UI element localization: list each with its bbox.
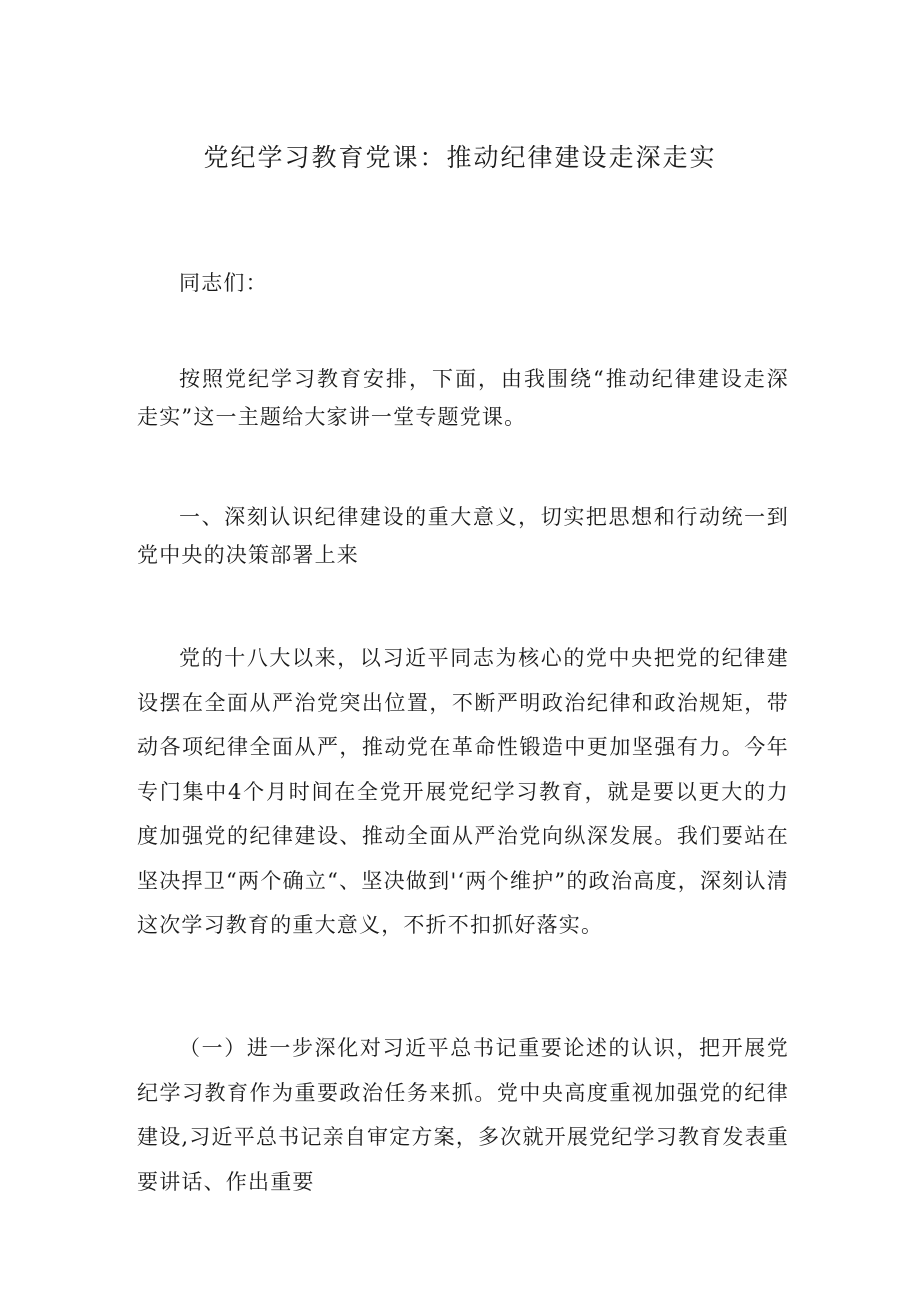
document-title: 党纪学习教育党课：推动纪律建设走深走实 [203,143,717,172]
section-heading-1: 一、深刻认识纪律建设的重大意义，切实把思想和行动统一到党中央的决策部署上来 [137,505,789,567]
greeting-line: 同志们： [179,271,268,295]
intro-paragraph: 按照党纪学习教育安排，下面，由我围绕“推动纪律建设走深走实”这一主题给大家讲一堂专题党课。 [137,367,789,429]
subsection-paragraph-1: （一）进一步深化对习近平总书记重要论述的认识，把开展党纪学习教育作为重要政治任务来抓。党中央高度重视加强党的纪律建设,习近平总书记亲自审定方案，多次就开展党纪学习教育发表重要讲话、作出重要 [137,1036,789,1194]
body-paragraph-1: 党的十八大以来，以习近平同志为核心的党中央把党的纪律建设摆在全面从严治党突出位置，不断严明政治纪律和政治规矩，带动各项纪律全面从严，推动党在革命性锻造中更加坚强有力。今年专门集中4个月时间在全党开展党纪学习教育，就是要以更大的力度加强党的纪律建设、推动全面从严治党向纵深发展。我们要站在坚决捍卫“两个确立“、坚决做到'‘两个维护”的政治高度，深刻认清这次学习教育的重大意义，不折不扣抓好落实。 [137,646,789,937]
